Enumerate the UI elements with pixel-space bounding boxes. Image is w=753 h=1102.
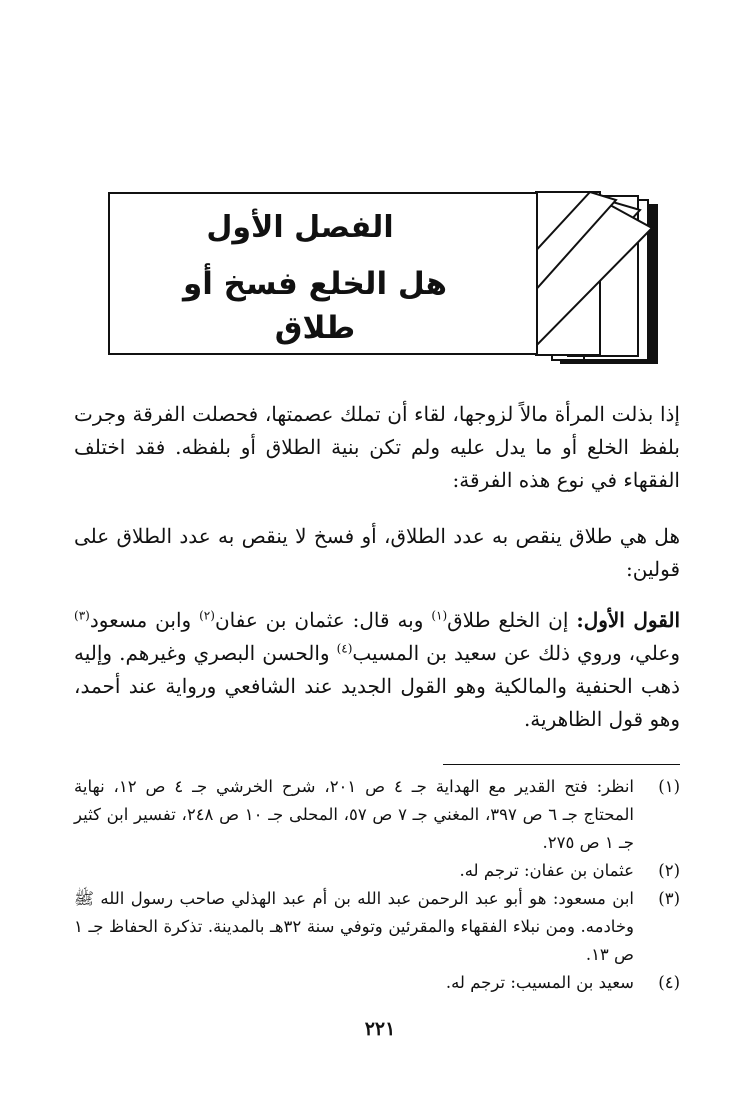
text-run: والحسن البصري وغيرهم. وإليه ذهب الحنفية والمالكية وهو القول الجديد عند الشافعي ورواية عند أحمد، وهو قول الظاهرية. [74,641,680,731]
footnote-ref-1[interactable]: (١) [431,608,448,623]
text-run: إن الخلع طلاق [447,608,577,632]
text-run: وبه قال: عثمان بن عفان [214,608,432,632]
paragraph-intro: إذا بذلت المرأة مالاً لزوجها، لقاء أن تملك عصمتها، فحصلت الفرقة وجرت بلفظ الخلع أو ما يدل عليه ولم تكن بنية الطلاق أو بلفظه. فقد اختلف الفقهاء في نوع هذه الفرقة: [74,402,680,492]
text-run: وعلي، وروي ذلك عن سعيد بن المسيب [352,641,680,665]
chapter-subtitle: هل الخلع فسخ أو طلاق [182,266,448,346]
text-run: وابن مسعود [89,608,200,632]
footnote-3 [74,885,680,969]
chapter-title: الفصل الأول [206,210,394,245]
first-opinion-label: القول الأول: [576,608,681,632]
footnote-text: سعيد بن المسيب: ترجم له. [445,973,634,992]
footnote-ref-2[interactable]: (٢) [199,608,215,623]
footnote-text: ابن مسعود: هو أبو عبد الرحمن عبد الله بن أم عبد الهذلي صاحب رسول الله ﷺ وخادمه. ومن نبلاء الفقهاء والمقرئين وتوفي سنة ٣٢هـ بالمدينة. تذكرة الحفاظ جـ ١ ص ١٣. [74,889,634,964]
footnote-ref-4[interactable]: (٤) [336,641,353,656]
footnote-separator [443,764,680,765]
footnote-number: (٤) [658,973,680,992]
footnote-4 [74,969,680,997]
footnote-number: (٣) [658,889,680,908]
paragraph-first-opinion [74,604,680,736]
page-number: ٢٢١ [364,1018,396,1040]
footnote-text: انظر: فتح القدير مع الهداية جـ ٤ ص ٢٠١، شرح الخرشي جـ ٤ ص ١٢، نهاية المحتاج جـ ٦ ص ٣٩٧، المغني جـ ٧ ص ٥٧، المحلى جـ ١٠ ص ٢٤٨، تفسير ابن كثير جـ ١ ص ٢٧٥. [74,777,634,852]
footnote-number: (١) [658,777,680,796]
footnote-2 [74,857,680,885]
footnote-1 [74,773,680,857]
paragraph-question: هل هي طلاق ينقص به عدد الطلاق، أو فسخ لا ينقص به عدد الطلاق على قولين: [74,524,680,581]
footnote-ref-3[interactable]: (٣) [74,608,90,623]
footnote-number: (٢) [658,861,680,880]
footnote-text: عثمان بن عفان: ترجم له. [459,861,634,880]
